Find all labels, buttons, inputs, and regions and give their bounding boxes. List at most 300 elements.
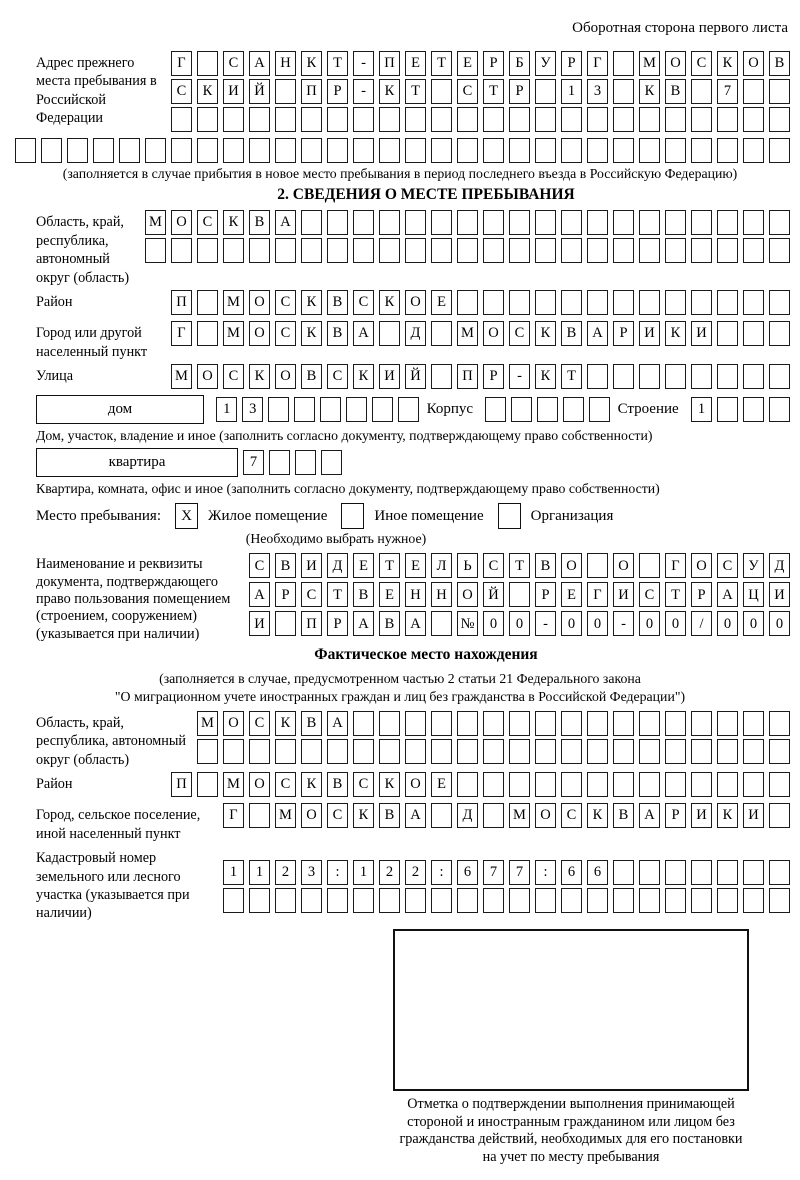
char-cell[interactable] — [223, 138, 244, 163]
char-cell[interactable] — [431, 711, 452, 736]
char-cell[interactable]: 1 — [561, 79, 582, 104]
char-cell[interactable] — [535, 79, 556, 104]
char-cell[interactable] — [457, 138, 478, 163]
char-cell[interactable] — [613, 290, 634, 315]
char-cell[interactable]: М — [223, 321, 244, 346]
char-cell[interactable]: К — [379, 79, 400, 104]
char-cell[interactable]: В — [327, 321, 348, 346]
char-cell[interactable]: Л — [431, 553, 452, 578]
char-cell[interactable]: С — [223, 51, 244, 76]
char-cell[interactable]: В — [613, 803, 634, 828]
char-cell[interactable]: 3 — [301, 860, 322, 885]
char-cell[interactable]: О — [405, 772, 426, 797]
char-cell[interactable] — [431, 79, 452, 104]
char-cell[interactable] — [249, 238, 270, 263]
char-cell[interactable] — [743, 321, 764, 346]
char-cell[interactable] — [639, 107, 660, 132]
char-cell[interactable]: К — [639, 79, 660, 104]
char-cell[interactable] — [589, 397, 610, 422]
char-cell[interactable] — [275, 611, 296, 636]
char-cell[interactable]: В — [353, 582, 374, 607]
char-cell[interactable]: А — [405, 803, 426, 828]
char-cell[interactable] — [769, 772, 790, 797]
char-cell[interactable] — [509, 888, 530, 913]
char-cell[interactable]: М — [509, 803, 530, 828]
char-cell[interactable]: Г — [587, 582, 608, 607]
char-cell[interactable] — [639, 888, 660, 913]
char-cell[interactable] — [15, 138, 36, 163]
char-cell[interactable]: - — [535, 611, 556, 636]
char-cell[interactable] — [587, 888, 608, 913]
char-cell[interactable]: С — [717, 553, 738, 578]
char-cell[interactable]: 7 — [483, 860, 504, 885]
char-cell[interactable]: О — [301, 803, 322, 828]
char-cell[interactable] — [405, 888, 426, 913]
char-cell[interactable]: П — [171, 290, 192, 315]
checkbox-organization[interactable] — [498, 503, 521, 529]
char-cell[interactable] — [457, 107, 478, 132]
char-cell[interactable] — [743, 290, 764, 315]
char-cell[interactable] — [691, 238, 712, 263]
char-cell[interactable]: Р — [561, 51, 582, 76]
char-cell[interactable] — [561, 888, 582, 913]
char-cell[interactable] — [379, 321, 400, 346]
char-cell[interactable]: : — [431, 860, 452, 885]
char-cell[interactable] — [769, 107, 790, 132]
char-cell[interactable] — [353, 210, 374, 235]
char-cell[interactable]: М — [223, 772, 244, 797]
char-cell[interactable] — [691, 290, 712, 315]
char-cell[interactable]: О — [691, 553, 712, 578]
char-cell[interactable] — [587, 711, 608, 736]
char-cell[interactable]: П — [171, 772, 192, 797]
char-cell[interactable] — [717, 238, 738, 263]
char-cell[interactable]: С — [327, 803, 348, 828]
char-cell[interactable] — [613, 711, 634, 736]
char-cell[interactable]: К — [587, 803, 608, 828]
char-cell[interactable]: К — [379, 290, 400, 315]
char-cell[interactable]: О — [171, 210, 192, 235]
char-cell[interactable] — [327, 210, 348, 235]
char-cell[interactable]: И — [301, 553, 322, 578]
char-cell[interactable]: К — [301, 321, 322, 346]
char-cell[interactable] — [639, 739, 660, 764]
char-cell[interactable]: К — [535, 321, 556, 346]
char-cell[interactable]: С — [171, 79, 192, 104]
char-cell[interactable]: Д — [457, 803, 478, 828]
char-cell[interactable] — [171, 138, 192, 163]
char-cell[interactable] — [535, 107, 556, 132]
char-cell[interactable]: 0 — [483, 611, 504, 636]
char-cell[interactable] — [457, 772, 478, 797]
char-cell[interactable] — [405, 210, 426, 235]
char-cell[interactable]: Е — [405, 553, 426, 578]
char-cell[interactable] — [485, 397, 506, 422]
char-cell[interactable] — [353, 711, 374, 736]
char-cell[interactable] — [295, 450, 316, 475]
char-cell[interactable]: 0 — [665, 611, 686, 636]
char-cell[interactable] — [379, 711, 400, 736]
char-cell[interactable] — [561, 711, 582, 736]
char-cell[interactable] — [197, 107, 218, 132]
char-cell[interactable]: Г — [171, 321, 192, 346]
char-cell[interactable] — [405, 107, 426, 132]
char-cell[interactable] — [483, 210, 504, 235]
char-cell[interactable]: Д — [327, 553, 348, 578]
char-cell[interactable]: Р — [665, 803, 686, 828]
char-cell[interactable] — [275, 107, 296, 132]
char-cell[interactable] — [691, 888, 712, 913]
char-cell[interactable] — [691, 79, 712, 104]
char-cell[interactable] — [717, 772, 738, 797]
char-cell[interactable] — [379, 739, 400, 764]
char-cell[interactable]: - — [353, 79, 374, 104]
char-cell[interactable]: Р — [483, 51, 504, 76]
char-cell[interactable]: Н — [275, 51, 296, 76]
char-cell[interactable] — [431, 107, 452, 132]
char-cell[interactable]: О — [457, 582, 478, 607]
char-cell[interactable]: К — [301, 51, 322, 76]
char-cell[interactable] — [561, 210, 582, 235]
char-cell[interactable]: - — [613, 611, 634, 636]
char-cell[interactable] — [743, 397, 764, 422]
char-cell[interactable]: О — [483, 321, 504, 346]
char-cell[interactable] — [613, 79, 634, 104]
char-cell[interactable] — [613, 107, 634, 132]
char-cell[interactable]: А — [327, 711, 348, 736]
char-cell[interactable] — [398, 397, 419, 422]
char-cell[interactable] — [535, 238, 556, 263]
char-cell[interactable] — [691, 739, 712, 764]
char-cell[interactable] — [379, 210, 400, 235]
char-cell[interactable] — [769, 138, 790, 163]
char-cell[interactable] — [743, 364, 764, 389]
char-cell[interactable]: С — [353, 772, 374, 797]
char-cell[interactable]: Ь — [457, 553, 478, 578]
char-cell[interactable]: - — [509, 364, 530, 389]
char-cell[interactable] — [613, 772, 634, 797]
char-cell[interactable]: С — [691, 51, 712, 76]
char-cell[interactable]: Е — [431, 290, 452, 315]
char-cell[interactable]: О — [665, 51, 686, 76]
char-cell[interactable] — [563, 397, 584, 422]
char-cell[interactable] — [483, 888, 504, 913]
char-cell[interactable]: А — [587, 321, 608, 346]
char-cell[interactable]: О — [405, 290, 426, 315]
char-cell[interactable]: О — [613, 553, 634, 578]
char-cell[interactable]: 0 — [717, 611, 738, 636]
char-cell[interactable]: С — [327, 364, 348, 389]
char-cell[interactable]: И — [691, 803, 712, 828]
char-cell[interactable] — [639, 238, 660, 263]
char-cell[interactable] — [431, 364, 452, 389]
char-cell[interactable]: И — [613, 582, 634, 607]
char-cell[interactable]: А — [639, 803, 660, 828]
char-cell[interactable]: К — [223, 210, 244, 235]
char-cell[interactable]: : — [327, 860, 348, 885]
char-cell[interactable]: М — [457, 321, 478, 346]
char-cell[interactable] — [197, 51, 218, 76]
char-cell[interactable] — [379, 238, 400, 263]
char-cell[interactable]: С — [197, 210, 218, 235]
char-cell[interactable] — [268, 397, 289, 422]
char-cell[interactable] — [743, 107, 764, 132]
char-cell[interactable] — [483, 803, 504, 828]
char-cell[interactable] — [587, 739, 608, 764]
char-cell[interactable]: 2 — [405, 860, 426, 885]
char-cell[interactable] — [691, 711, 712, 736]
char-cell[interactable] — [691, 210, 712, 235]
char-cell[interactable] — [717, 397, 738, 422]
char-cell[interactable] — [717, 138, 738, 163]
char-cell[interactable] — [483, 711, 504, 736]
char-cell[interactable]: О — [275, 364, 296, 389]
char-cell[interactable]: Т — [561, 364, 582, 389]
char-cell[interactable] — [431, 611, 452, 636]
char-cell[interactable] — [301, 138, 322, 163]
char-cell[interactable]: С — [509, 321, 530, 346]
char-cell[interactable] — [691, 772, 712, 797]
char-cell[interactable] — [457, 888, 478, 913]
char-cell[interactable] — [275, 138, 296, 163]
char-cell[interactable] — [353, 138, 374, 163]
char-cell[interactable] — [320, 397, 341, 422]
char-cell[interactable] — [769, 79, 790, 104]
char-cell[interactable]: И — [639, 321, 660, 346]
char-cell[interactable] — [457, 210, 478, 235]
char-cell[interactable]: Е — [431, 772, 452, 797]
char-cell[interactable]: Е — [561, 582, 582, 607]
char-cell[interactable] — [535, 210, 556, 235]
char-cell[interactable]: Й — [249, 79, 270, 104]
char-cell[interactable]: О — [223, 711, 244, 736]
char-cell[interactable]: 6 — [561, 860, 582, 885]
char-cell[interactable]: Т — [483, 79, 504, 104]
char-cell[interactable]: В — [769, 51, 790, 76]
char-cell[interactable] — [119, 138, 140, 163]
char-cell[interactable]: С — [639, 582, 660, 607]
char-cell[interactable]: Т — [327, 582, 348, 607]
char-cell[interactable]: 6 — [587, 860, 608, 885]
char-cell[interactable]: А — [275, 210, 296, 235]
char-cell[interactable] — [561, 138, 582, 163]
char-cell[interactable] — [405, 238, 426, 263]
char-cell[interactable] — [561, 238, 582, 263]
char-cell[interactable] — [769, 290, 790, 315]
char-cell[interactable]: Р — [613, 321, 634, 346]
char-cell[interactable] — [249, 107, 270, 132]
char-cell[interactable] — [372, 397, 393, 422]
char-cell[interactable] — [717, 711, 738, 736]
char-cell[interactable]: № — [457, 611, 478, 636]
char-cell[interactable]: П — [379, 51, 400, 76]
char-cell[interactable] — [457, 711, 478, 736]
char-cell[interactable] — [379, 138, 400, 163]
char-cell[interactable]: М — [639, 51, 660, 76]
char-cell[interactable] — [197, 138, 218, 163]
char-cell[interactable] — [509, 711, 530, 736]
char-cell[interactable]: К — [353, 803, 374, 828]
char-cell[interactable]: С — [249, 711, 270, 736]
char-cell[interactable]: В — [275, 553, 296, 578]
char-cell[interactable] — [405, 711, 426, 736]
char-cell[interactable] — [613, 210, 634, 235]
char-cell[interactable] — [639, 290, 660, 315]
char-cell[interactable]: Е — [353, 553, 374, 578]
char-cell[interactable]: П — [301, 79, 322, 104]
char-cell[interactable] — [769, 397, 790, 422]
char-cell[interactable]: 0 — [743, 611, 764, 636]
char-cell[interactable] — [639, 210, 660, 235]
char-cell[interactable] — [717, 860, 738, 885]
char-cell[interactable] — [743, 772, 764, 797]
char-cell[interactable] — [249, 888, 270, 913]
char-cell[interactable]: 0 — [587, 611, 608, 636]
char-cell[interactable]: И — [249, 611, 270, 636]
char-cell[interactable]: 7 — [243, 450, 264, 475]
char-cell[interactable]: С — [457, 79, 478, 104]
char-cell[interactable]: С — [275, 321, 296, 346]
char-cell[interactable] — [665, 739, 686, 764]
char-cell[interactable]: И — [743, 803, 764, 828]
char-cell[interactable] — [483, 739, 504, 764]
char-cell[interactable] — [353, 107, 374, 132]
char-cell[interactable] — [145, 238, 166, 263]
char-cell[interactable] — [537, 397, 558, 422]
char-cell[interactable]: 1 — [249, 860, 270, 885]
char-cell[interactable]: 0 — [639, 611, 660, 636]
char-cell[interactable]: Ц — [743, 582, 764, 607]
char-cell[interactable] — [223, 888, 244, 913]
char-cell[interactable]: В — [665, 79, 686, 104]
char-cell[interactable] — [587, 138, 608, 163]
char-cell[interactable] — [535, 290, 556, 315]
char-cell[interactable] — [613, 739, 634, 764]
char-cell[interactable] — [275, 238, 296, 263]
char-cell[interactable] — [483, 290, 504, 315]
char-cell[interactable]: Н — [431, 582, 452, 607]
char-cell[interactable] — [665, 107, 686, 132]
char-cell[interactable] — [613, 138, 634, 163]
char-cell[interactable]: Р — [509, 79, 530, 104]
char-cell[interactable]: К — [353, 364, 374, 389]
char-cell[interactable] — [431, 138, 452, 163]
char-cell[interactable]: 1 — [223, 860, 244, 885]
char-cell[interactable]: А — [353, 611, 374, 636]
char-cell[interactable] — [743, 888, 764, 913]
char-cell[interactable]: В — [301, 364, 322, 389]
char-cell[interactable] — [483, 772, 504, 797]
char-cell[interactable] — [431, 238, 452, 263]
char-cell[interactable]: К — [301, 772, 322, 797]
char-cell[interactable]: У — [743, 553, 764, 578]
char-cell[interactable]: К — [665, 321, 686, 346]
char-cell[interactable] — [269, 450, 290, 475]
char-cell[interactable]: А — [249, 51, 270, 76]
char-cell[interactable] — [587, 238, 608, 263]
char-cell[interactable] — [197, 290, 218, 315]
char-cell[interactable]: Н — [405, 582, 426, 607]
char-cell[interactable]: Д — [769, 553, 790, 578]
char-cell[interactable] — [769, 711, 790, 736]
char-cell[interactable]: П — [457, 364, 478, 389]
char-cell[interactable] — [67, 138, 88, 163]
char-cell[interactable]: Т — [327, 51, 348, 76]
char-cell[interactable] — [405, 138, 426, 163]
char-cell[interactable] — [197, 772, 218, 797]
char-cell[interactable] — [743, 711, 764, 736]
char-cell[interactable]: О — [535, 803, 556, 828]
char-cell[interactable]: Г — [587, 51, 608, 76]
char-cell[interactable] — [249, 803, 270, 828]
char-cell[interactable]: 7 — [717, 79, 738, 104]
char-cell[interactable] — [535, 138, 556, 163]
char-cell[interactable]: О — [249, 772, 270, 797]
char-cell[interactable]: С — [223, 364, 244, 389]
char-cell[interactable]: С — [353, 290, 374, 315]
char-cell[interactable]: К — [717, 803, 738, 828]
checkbox-other-premises[interactable] — [341, 503, 364, 529]
char-cell[interactable] — [223, 238, 244, 263]
char-cell[interactable]: 1 — [216, 397, 237, 422]
char-cell[interactable] — [321, 450, 342, 475]
char-cell[interactable] — [587, 290, 608, 315]
char-cell[interactable] — [301, 238, 322, 263]
char-cell[interactable] — [353, 888, 374, 913]
char-cell[interactable] — [639, 860, 660, 885]
char-cell[interactable] — [691, 107, 712, 132]
char-cell[interactable]: В — [327, 772, 348, 797]
char-cell[interactable]: К — [717, 51, 738, 76]
char-cell[interactable] — [769, 364, 790, 389]
char-cell[interactable]: 2 — [275, 860, 296, 885]
char-cell[interactable] — [743, 860, 764, 885]
char-cell[interactable] — [327, 888, 348, 913]
char-cell[interactable]: О — [249, 321, 270, 346]
char-cell[interactable] — [405, 739, 426, 764]
char-cell[interactable]: Е — [379, 582, 400, 607]
char-cell[interactable] — [327, 238, 348, 263]
char-cell[interactable] — [353, 238, 374, 263]
char-cell[interactable]: Т — [379, 553, 400, 578]
char-cell[interactable] — [769, 888, 790, 913]
char-cell[interactable] — [639, 772, 660, 797]
char-cell[interactable] — [717, 739, 738, 764]
char-cell[interactable] — [743, 238, 764, 263]
char-cell[interactable]: К — [301, 290, 322, 315]
char-cell[interactable] — [93, 138, 114, 163]
char-cell[interactable] — [346, 397, 367, 422]
char-cell[interactable] — [691, 860, 712, 885]
char-cell[interactable] — [275, 79, 296, 104]
char-cell[interactable] — [587, 107, 608, 132]
char-cell[interactable]: О — [249, 290, 270, 315]
char-cell[interactable] — [431, 210, 452, 235]
char-cell[interactable] — [691, 364, 712, 389]
char-cell[interactable] — [509, 138, 530, 163]
char-cell[interactable] — [769, 238, 790, 263]
char-cell[interactable] — [665, 711, 686, 736]
char-cell[interactable]: Г — [171, 51, 192, 76]
char-cell[interactable]: Т — [405, 79, 426, 104]
char-cell[interactable]: Е — [457, 51, 478, 76]
char-cell[interactable]: И — [223, 79, 244, 104]
char-cell[interactable] — [665, 290, 686, 315]
char-cell[interactable] — [665, 860, 686, 885]
char-cell[interactable] — [294, 397, 315, 422]
char-cell[interactable] — [301, 210, 322, 235]
char-cell[interactable] — [639, 553, 660, 578]
